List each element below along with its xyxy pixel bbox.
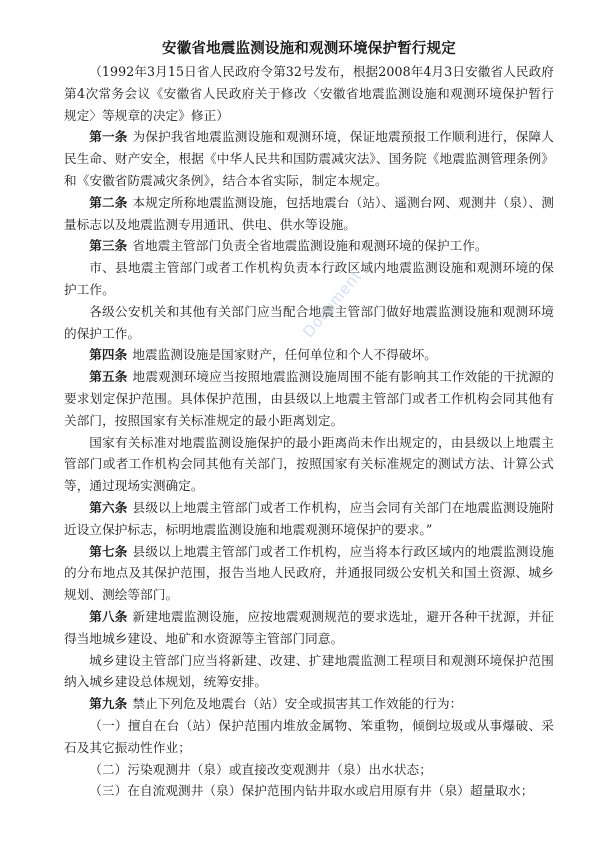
watermark: Document [300,268,366,341]
document-page [64,38,554,802]
article-text: 县级以上地震主管部门或者工作机构，应当将本行政区域内的地震监测设施的分布地点及其保护范围，报告当地人民政府，并通报同级公安机关和国土资源、城乡规划、测绘等部门。 [64,543,554,603]
article-text: 新建地震监测设施，应按地震观测规范的要求选址，避开各种干扰源，并征得当地城乡建设、地矿和水资源等主管部门同意。 [64,608,554,646]
article-number: 第五条 [89,369,128,385]
article-7 [64,541,554,606]
article-text: 本规定所称地震监测设施，包括地震台（站）、遥测台网、观测井（泉）、测量标志以及地震监测专用通讯、供电、供水等设施。 [64,194,554,232]
article-3-paragraph-3: 各级公安机关和其他有关部门应当配合地震主管部门做好地震监测设施和观测环境的保护工作。 [64,303,554,341]
article-text: 省地震主管部门负责全省地震监测设施和观测环境的保护工作。 [132,238,488,254]
article-number: 第八条 [89,608,128,624]
article-9-item-3: （三）在自流观测井（泉）保护范围内钻井取水或启用原有井（泉）超量取水； [89,783,534,799]
article-8-paragraph-2: 城乡建设主管部门应当将新建、改建、扩建地震监测工程项目和观测环境保护范围纳入城乡建设总体规划，统筹安排。 [64,652,554,690]
article-number: 第六条 [89,499,128,515]
article-4 [64,344,554,366]
article-3 [64,235,554,257]
article-number: 第三条 [89,238,128,254]
article-2 [64,192,554,236]
article-number: 第四条 [89,347,128,363]
article-9-item-1: （一）擅自在台（站）保护范围内堆放金属物、笨重物，倾倒垃圾或从事爆破、采石及其它振动性作业； [64,717,554,755]
article-text: 县级以上地震主管部门或者工作机构，应当会同有关部门在地震监测设施附近设立保护标志，标明地震监测设施和地震观测环境保护的要求。” [64,499,554,537]
article-text: 为保护我省地震监测设施和观测环境，保证地震预报工作顺利进行，保障人民生命、财产安全，根据《中华人民共和国防震减灾法》、国务院《地震监测管理条例》和《安徽省防震减灾条例》，结合本省实际，制定本规定。 [64,129,554,188]
article-6 [64,497,554,541]
article-text: 地震监测设施是国家财产，任何单位和个人不得破坏。 [132,347,437,363]
article-number: 第二条 [89,194,128,210]
article-number: 第七条 [89,543,128,559]
article-8 [64,606,554,650]
article-3-paragraph-2: 市、县地震主管部门或者工作机构负责本行政区域内地震监测设施和观测环境的保护工作。 [64,260,554,297]
article-text: 禁止下列危及地震台（站）安全或损害其工作效能的行为： [132,696,463,712]
article-text: 地震观测环境应当按照地震监测设施周围不能有影响其工作效能的干扰源的要求划定保护范围。具体保护范围，由县级以上地震主管部门或者工作机构会同其他有关部门，按照国家有关标准规定的最小距离划定。 [64,369,554,428]
article-number: 第一条 [89,129,128,145]
article-number: 第九条 [89,696,128,712]
document-title: 安徽省地震监测设施和观测环境保护暂行规定 [162,41,456,57]
article-9 [64,693,554,715]
preamble: （1992年3月15日省人民政府令第32号发布，根据2008年4月3日安徽省人民政府第4次常务会议《安徽省人民政府关于修改〈安徽省地震监测设施和观测环境保护暂行规定〉等规章的决定》修正） [64,64,554,123]
article-9-item-2: （二）污染观测井（泉）或直接改变观测井（泉）出水状态； [89,761,432,777]
article-5-paragraph-2: 国家有关标准对地震监测设施保护的最小距离尚未作出规定的，由县级以上地震主管部门或者工作机构会同其他有关部门，按照国家有关标准规定的测试方法、计算公式等，通过现场实测确定。 [64,434,554,494]
article-5 [64,366,554,431]
article-1 [64,126,554,191]
